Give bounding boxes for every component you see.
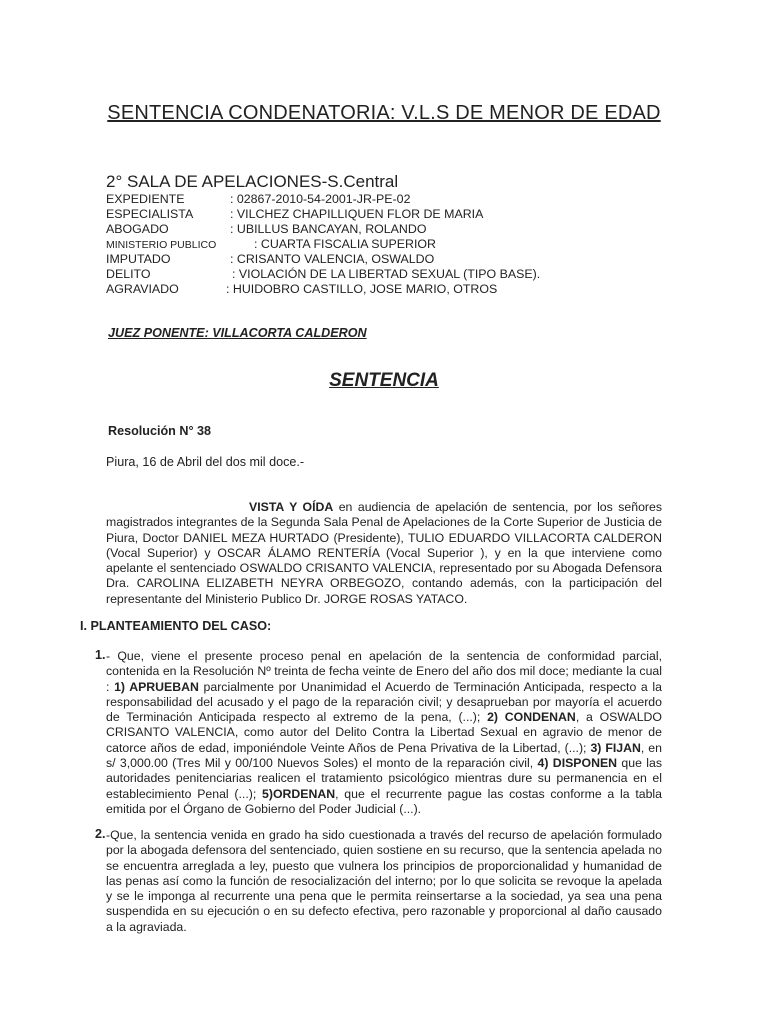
field-value: : HUIDOBRO CASTILLO, JOSE MARIO, OTROS <box>226 282 498 296</box>
item-text: que las autoridades penitenciarias realicen el tratamiento psicológico mientras dure su permanencia en el establecimiento Penal (...); <box>106 756 662 801</box>
item-bold: 1) APRUEBAN <box>114 679 199 694</box>
item-text: parcialmente por Unanimidad el Acuerdo de Terminación Anticipada, respecto a la responsabilidad del acusado y el pago de la reparación civil; y desaprueban por mayoría el acuerdo de Terminación Anticipada respecto al extremo de la pena, (...); <box>106 679 662 725</box>
field-value: : UBILLUS BANCAYAN, ROLANDO <box>230 222 427 236</box>
field-label: AGRAVIADO <box>106 282 179 296</box>
field-value: : CUARTA FISCALIA SUPERIOR <box>254 237 437 251</box>
field-value: : 02867-2010-54-2001-JR-PE-02 <box>230 192 411 206</box>
court-name: 2° SALA DE APELACIONES-S.Central <box>106 172 399 191</box>
vista-lead: VISTA Y OÍDA <box>249 500 334 514</box>
document-title: SENTENCIA CONDENATORIA: V.L.S DE MENOR DE EDAD <box>107 102 661 124</box>
item-bold: 2) CONDENAN <box>487 710 576 725</box>
item-bold: 3) FIJAN <box>590 740 641 755</box>
sentencia-heading: SENTENCIA <box>329 370 439 391</box>
field-label: ESPECIALISTA <box>106 207 194 221</box>
vista-text: en audiencia de apelación de sentencia, por los señores magistrados integrantes de la Segunda Sala Penal de Apelaciones de la Corte Superior de Justicia de Piura, Doctor DANIEL MEZA HURTADO (Presidente), TULIO EDUARDO VILLACORTA CALDERON (Vocal Superior) y OSCAR ÁLAMO RENTERÍA (Vocal Superior ), y en la que interviene como apelante el sentenciado OSWALDO CRISANTO VALENCIA, representado por su Abogada Defensora Dra. CAROLINA ELIZABETH NEYRA ORBEGOZO, contando además, con la participación del representante del Ministerio Publico Dr. JORGE ROSAS YATACO. <box>106 500 662 606</box>
resolucion-number: Resolución N° 38 <box>108 424 212 438</box>
item-bold: 5)ORDENAN <box>262 786 336 801</box>
field-value: : CRISANTO VALENCIA, OSWALDO <box>230 252 435 266</box>
field-value: : VILCHEZ CHAPILLIQUEN FLOR DE MARIA <box>230 207 484 221</box>
item-number: 1. <box>95 648 106 662</box>
item-bold: 4) DISPONEN <box>537 756 618 771</box>
field-label: EXPEDIENTE <box>106 192 185 206</box>
section-heading: I. PLANTEAMIENTO DEL CASO: <box>80 619 272 633</box>
field-label: ABOGADO <box>106 222 169 236</box>
item-2-paragraph: -Que, la sentencia venida en grado ha sido cuestionada a través del recurso de apelación formulado por la abogada defensora del sentenciado, quien sostiene en su recurso, que la sentencia apelada no se encuentra arreglada a ley, puesto que vulnera los principios de proporcionalidad y humanidad de las penas así como la función de resocialización del interno; por lo que solicita se revoque la apelada y se le imponga al recurrente una pena que le permita reinsertarse a la sociedad, ya sea una pena suspendida en su ejecución o en su defecto efectiva, pero razonable y proporcional al daño causado a la agraviada. <box>106 828 662 934</box>
item-text: , a OSWALDO CRISANTO VALENCIA, como autor del Delito Contra la Libertad Sexual en agravio de menor de catorce años de edad, imponiéndole Veinte Años de Pena Privativa de la Libertad, (...); <box>106 710 662 755</box>
item-text: , que el recurrente pague las costas conforme a la tabla emitida por el Órgano de Gobierno del Poder Judicial (...). <box>106 786 662 816</box>
field-label: IMPUTADO <box>106 252 171 266</box>
field-value: : VIOLACIÓN DE LA LIBERTAD SEXUAL (TIPO BASE). <box>232 267 541 281</box>
juez-ponente: JUEZ PONENTE: VILLACORTA CALDERON <box>108 326 367 340</box>
item-text: - Que, viene el presente proceso penal en apelación de la sentencia de conformidad parcial, contenida en la Resolución Nº treinta de fecha veinte de Enero del año dos mil doce; mediante la cual : <box>106 649 662 694</box>
item-1-paragraph <box>106 649 662 817</box>
date-line: Piura, 16 de Abril del dos mil doce.- <box>106 455 305 469</box>
item-number: 2. <box>95 827 106 841</box>
vista-paragraph <box>106 500 662 607</box>
item-text: , en s/ 3,000.00 (Tres Mil y 00/100 Nuevos Soles) el monto de la reparación civil, <box>106 740 662 771</box>
field-label: MINISTERIO PUBLICO <box>106 239 217 251</box>
field-label: DELITO <box>106 267 151 281</box>
